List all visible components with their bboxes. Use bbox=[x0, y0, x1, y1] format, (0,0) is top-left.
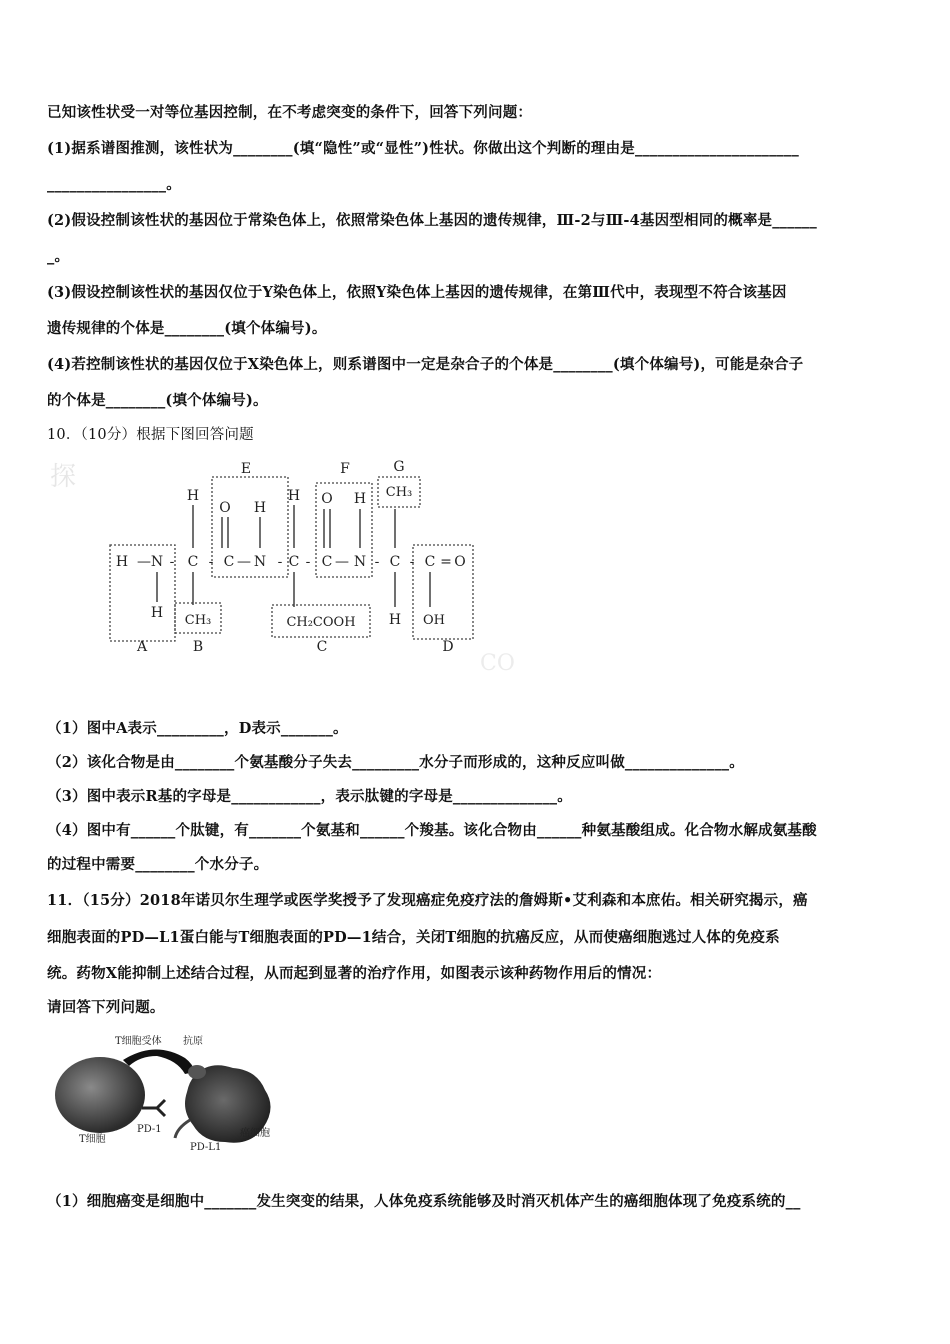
lower-h-atom-2: H bbox=[388, 612, 402, 628]
q9-part2-line2: _。 bbox=[47, 248, 70, 265]
antigen-shape bbox=[188, 1065, 206, 1079]
immune-cell-figure bbox=[45, 1030, 285, 1160]
svg-text:C: C bbox=[288, 554, 300, 570]
group-g-ch3: CH₃ bbox=[385, 485, 413, 500]
q11-sub1: （1）细胞癌变是细胞中_______发生突变的结果，人体免疫系统能够及时消灭机体产生的癌细胞体现了免疫系统的__ bbox=[47, 1193, 801, 1210]
q11-stem-line3: 统。药物X能抑制上述结合过程，从而起到显著的治疗作用，如图表示该种药物作用后的情况： bbox=[47, 965, 662, 982]
pdl1-label: PD-L1 bbox=[190, 1142, 222, 1153]
label-f: F bbox=[340, 461, 350, 477]
q10-sub1: （1）图中A表示_________，D表示_______。 bbox=[47, 720, 348, 737]
svg-text:—: — bbox=[137, 554, 151, 570]
svg-text:—: — bbox=[335, 554, 349, 570]
svg-text:=: = bbox=[440, 554, 452, 570]
pd1-label: PD-1 bbox=[137, 1124, 162, 1135]
pd1-receptor-shape bbox=[142, 1100, 165, 1116]
label-a: A bbox=[136, 639, 148, 655]
svg-text:-: - bbox=[277, 554, 283, 570]
pdl1-ligand-shape bbox=[175, 1120, 190, 1138]
t-receptor-label: T细胞受体 bbox=[115, 1036, 162, 1047]
svg-text:N: N bbox=[150, 554, 164, 570]
group-c-ch2cooh: CH₂COOH bbox=[286, 615, 356, 630]
svg-text:O: O bbox=[454, 554, 466, 570]
svg-text:C: C bbox=[223, 554, 235, 570]
svg-text:-: - bbox=[208, 554, 214, 570]
svg-text:-: - bbox=[169, 554, 175, 570]
q9-part4-line2: 的个体是________(填个体编号)。 bbox=[47, 392, 268, 409]
label-e: E bbox=[240, 461, 252, 477]
svg-text:-: - bbox=[374, 554, 380, 570]
q9-part2-line1: (2)假设控制该性状的基因位于常染色体上，依照常染色体上基因的遗传规律，Ⅲ-2与Ⅲ-4基因型相同的概率是______ bbox=[47, 212, 817, 229]
svg-text:H: H bbox=[353, 491, 367, 507]
antigen-label: 抗原 bbox=[183, 1036, 203, 1047]
svg-text:O: O bbox=[321, 491, 333, 507]
q11-stem-line4: 请回答下列问题。 bbox=[47, 999, 165, 1016]
q9-part4-line1: (4)若控制该性状的基因仅位于X染色体上，则系谱图中一定是杂合子的个体是________(填个体编号)，可能是杂合子 bbox=[47, 356, 804, 373]
watermark-left: 探 bbox=[50, 462, 77, 492]
t-cell-body bbox=[55, 1057, 145, 1133]
q10-sub2: （2）该化合物是由________个氨基酸分子失去_________水分子而形成的，这种反应叫做______________。 bbox=[47, 754, 744, 771]
q10-sub4-line1: （4）图中有______个肽键，有_______个氨基和______个羧基。该化合物由______种氨基酸组成。化合物水解成氨基酸 bbox=[47, 822, 817, 839]
q9-part3-line2: 遗传规律的个体是________(填个体编号)。 bbox=[47, 320, 327, 337]
svg-text:C: C bbox=[187, 554, 199, 570]
label-g: G bbox=[393, 459, 405, 475]
main-chain-atoms bbox=[116, 554, 466, 570]
svg-text:H: H bbox=[287, 488, 301, 504]
svg-text:H: H bbox=[186, 488, 200, 504]
q9-part1-line2: ________________。 bbox=[47, 176, 181, 193]
q11-stem-line2: 细胞表面的PD—L1蛋白能与T细胞表面的PD—1结合，关闭T细胞的抗癌反应，从而使癌细胞逃过人体的免疫系 bbox=[47, 929, 780, 946]
q10-header: 10．（10分）根据下图回答问题 bbox=[47, 427, 254, 443]
q9-intro: 已知该性状受一对等位基因控制，在不考虑突变的条件下，回答下列问题： bbox=[47, 104, 533, 121]
label-d: D bbox=[442, 639, 454, 655]
svg-text:N: N bbox=[353, 554, 367, 570]
q10-sub4-line2: 的过程中需要________个水分子。 bbox=[47, 856, 269, 873]
lower-h-atom: H bbox=[150, 605, 164, 621]
svg-text:-: - bbox=[409, 554, 415, 570]
svg-text:H: H bbox=[253, 500, 267, 516]
svg-text:C: C bbox=[321, 554, 333, 570]
q10-sub3: （3）图中表示R基的字母是____________，表示肽键的字母是______________。 bbox=[47, 788, 572, 805]
t-cell-label: T细胞 bbox=[79, 1134, 106, 1145]
watermark-right: CO bbox=[480, 651, 515, 676]
svg-text:N: N bbox=[253, 554, 267, 570]
q9-part1-line1: (1)据系谱图推测，该性状为________(填“隐性”或“显性”)性状。你做出这个判断的理由是______________________ bbox=[47, 140, 799, 157]
svg-text:H: H bbox=[115, 554, 129, 570]
group-b-ch3: CH₃ bbox=[184, 613, 212, 628]
svg-text:O: O bbox=[219, 500, 231, 516]
q11-stem-line1: 11．（15分）2018年诺贝尔生理学或医学奖授予了发现癌症免疫疗法的詹姆斯•艾利森和本庶佑。相关研究揭示，癌 bbox=[47, 892, 808, 909]
q9-part3-line1: (3)假设控制该性状的基因仅位于Y染色体上，依照Y染色体上基因的遗传规律，在第Ⅲ代中，表现型不符合该基因 bbox=[47, 284, 787, 301]
upper-atoms bbox=[187, 488, 366, 516]
group-d-oh: OH bbox=[423, 613, 445, 628]
svg-text:-: - bbox=[305, 554, 311, 570]
label-b: B bbox=[192, 639, 204, 655]
cancer-cell-label: 癌细胞 bbox=[240, 1128, 270, 1139]
peptide-structure-figure bbox=[40, 445, 550, 680]
svg-text:C: C bbox=[424, 554, 436, 570]
svg-text:C: C bbox=[389, 554, 401, 570]
label-c: C bbox=[316, 639, 328, 655]
svg-text:—: — bbox=[237, 554, 251, 570]
